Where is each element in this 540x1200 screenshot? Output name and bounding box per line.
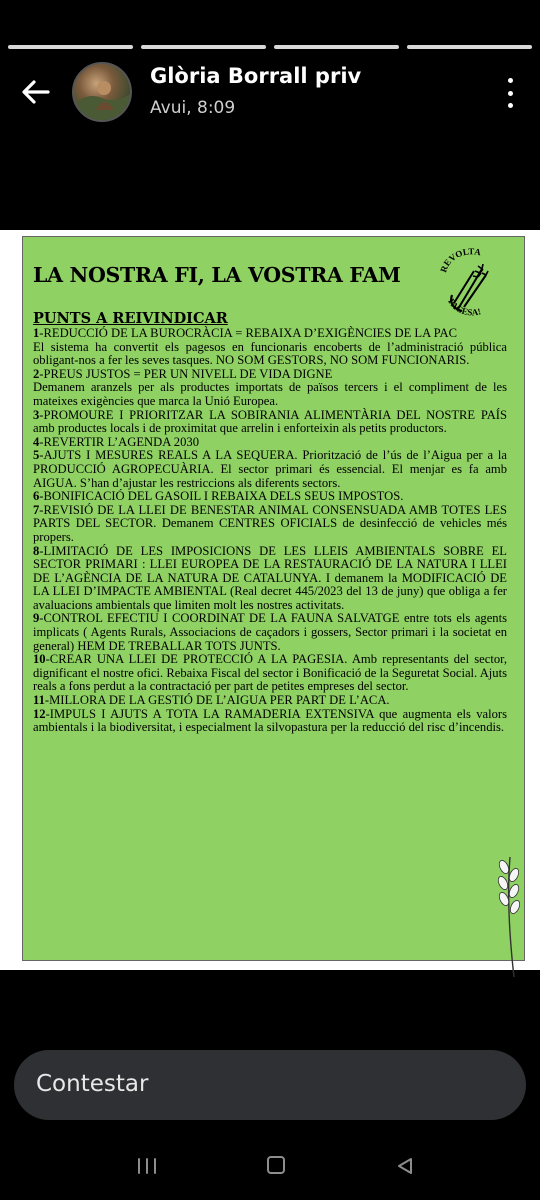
more-vert-icon[interactable] (504, 78, 516, 108)
progress-segment (8, 45, 133, 49)
poster-point (33, 490, 507, 504)
point-number: 4 (33, 434, 40, 449)
point-text: -PROMOURE I PRIORITZAR LA SOBIRANIA ALIMENTÀRIA DEL NOSTRE PAÍS amb productes locals i de proximitat que arrelin i enforteixin als petits productors. (33, 407, 507, 436)
progress-segment (407, 45, 532, 49)
svg-text:REVOLTA (438, 247, 482, 274)
poster-point (33, 409, 507, 436)
point-number: 2 (33, 366, 40, 381)
poster-point (33, 436, 507, 450)
poster-body (33, 311, 507, 735)
point-text: -CONTROL EFECTIU I COORDINAT DE LA FAUNA SALVATGE entre tots els agents implicats ( Agents Rurals, Associacions de caçadors i gossers, Sector primari i la societat en general) HEM DE TREBALLAR TOTS JUNTS. (33, 611, 507, 653)
point-text: -REVISIÓ DE LA LLEI DE BENESTAR ANIMAL CONSENSUADA AMB TOTES LES PARTS DEL SECTOR. Demanem CENTRES OFICIALS de desinfecció de vehicles més propers. (33, 502, 507, 544)
point-number: 12 (33, 706, 46, 721)
logo-text-top: REVOLTA (438, 247, 482, 274)
point-text: -PREUS JUSTOS = PER UN NIVELL DE VIDA DIGNE (39, 366, 333, 381)
point-text: -AJUTS I MESURES REALS A LA SEQUERA. Priorització de l’ús de l’Aigua per a la PRODUCCIÓ AGROPECUÀRIA. El sector primari és essencial. El menjar es fa amb AIGUA. S’han d’ajustar les restriccions als diferents sectors. (33, 448, 507, 490)
wheat-icon (492, 857, 522, 977)
poster-point (33, 708, 507, 735)
point-number: 1 (33, 326, 40, 340)
point-number: 7 (33, 502, 40, 517)
point-text: -MILLORA DE LA GESTIÓ DE L’AIGUA PER PART DE L’ACA. (44, 693, 390, 708)
poster-point (33, 327, 507, 341)
reply-input[interactable] (14, 1050, 526, 1120)
poster-heading: PUNTS A REIVINDICAR (33, 310, 228, 327)
point-text: Demanem aranzels per als productes importats de països tercers i el compliment de les mateixes exigències que marca la Unió Europea. (33, 380, 507, 408)
poster-point (33, 694, 507, 708)
poster-point (33, 341, 507, 368)
point-text: -CREAR UNA LLEI DE PROTECCIÓ A LA PAGESIA. Amb representants del sector, dignificant el nostre ofici. Rebaixa Fiscal del sector i Bonificació de la Seguretat Social. Ajuts reals a fons perdut a la contractació per part de petites empreses del sector. (33, 652, 507, 694)
avatar[interactable] (72, 62, 132, 122)
poster-point (33, 381, 507, 408)
progress-segment (141, 45, 266, 49)
home-icon[interactable] (267, 1156, 285, 1174)
story-timestamp: Avui, 8:09 (150, 98, 236, 118)
poster-point (33, 449, 507, 490)
poster-point (33, 612, 507, 653)
poster-point (33, 504, 507, 545)
recent-apps-icon[interactable] (137, 1157, 157, 1175)
system-nav-bar (0, 1140, 540, 1200)
arrow-left-icon[interactable] (18, 74, 54, 110)
point-number: 11 (33, 693, 45, 708)
point-number: 3 (33, 407, 40, 422)
logo-text-bottom: PAGESA! (446, 296, 482, 318)
point-number: 9 (33, 611, 40, 626)
sender-name[interactable]: Glòria Borrall priv (150, 64, 362, 88)
poster-title: LA NOSTRA FI, LA VOSTRA FAM (33, 263, 401, 287)
poster-point (33, 545, 507, 613)
point-text: El sistema ha convertit els pagesos en funcionaris encoberts de l’administració pública obligant-nos a fer les seves tasques. NO SOM GESTORS, NO SOM FUNCIONARIS. (33, 339, 507, 368)
progress-segment (274, 45, 399, 49)
point-text: -REDUCCIÓ DE LA BUROCRÀCIA = REBAIXA D’EXIGÈNCIES DE LA PAC (39, 326, 457, 340)
nav-back-icon[interactable] (395, 1156, 415, 1176)
points-list (33, 327, 507, 735)
point-text: -REVERTIR L’AGENDA 2030 (39, 434, 199, 449)
poster (22, 236, 525, 961)
poster-point (33, 368, 507, 382)
point-number: 8 (33, 543, 40, 558)
point-text: -IMPULS I AJUTS A TOTA LA RAMADERIA EXTENSIVA que augmenta els valors ambientals i la biodiversitat, i especialment la silvopastura per la reducció del risc d’incendis. (33, 706, 507, 735)
point-text: -LIMITACIÓ DE LES IMPOSICIONS DE LES LLEIS AMBIENTALS SOBRE EL SECTOR PRIMARI : LLEI EUROPEA DE LA RESTAURACIÓ DE LA NATURA I LLEI DE L’AGÈNCIA DE LA NATURA DE CATALUNYA. I demanem la MODIFICACIÓ DE LA LLEI D’IMPACTE AMBIENTAL (Real decret 445/2023 del 13 de juny) que obliga a fer avaluacions ambientals que limiten molt les nostres activitats. (33, 543, 507, 612)
reply-placeholder[interactable]: Contestar (36, 1071, 149, 1097)
story-progress-bar (8, 45, 532, 49)
poster-point (33, 653, 507, 694)
revolta-pagesa-logo (438, 247, 502, 321)
point-text: -BONIFICACIÓ DEL GASOIL I REBAIXA DELS SEUS IMPOSTOS. (39, 489, 404, 504)
point-number: 6 (33, 489, 40, 504)
point-number: 10 (33, 652, 46, 667)
story-media (0, 230, 540, 970)
point-number: 5 (33, 448, 40, 463)
